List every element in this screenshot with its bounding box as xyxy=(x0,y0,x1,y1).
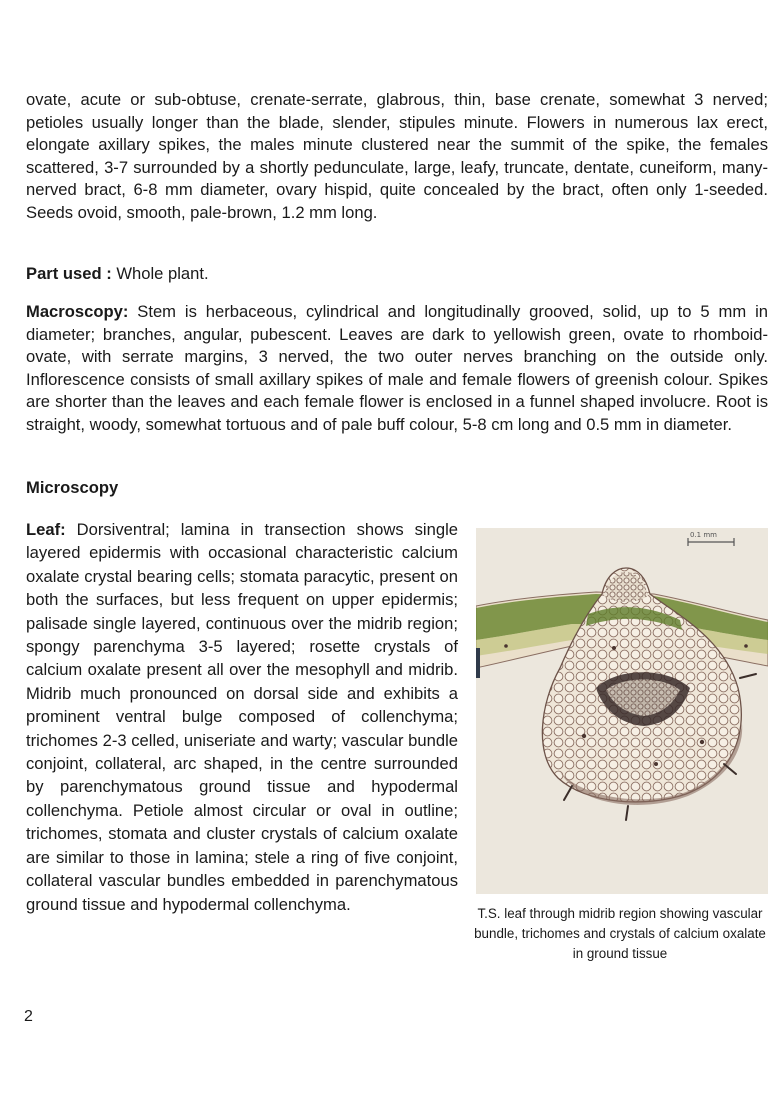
scale-bar-label: 0.1 mm xyxy=(690,531,717,539)
part-used-text: Whole plant. xyxy=(111,264,209,283)
page-number: 2 xyxy=(24,1008,33,1025)
leaf-text: Dorsiventral; lamina in transection shows single layered epidermis with occasional characteristic calcium oxalate crystal bearing cells; stomata paracytic, present on both the surfaces, but less frequent on upper epidermis; palisade single layered, continuous over the midrib region; spongy parenchyma 3-5 layered; rosette crystals of calcium oxalate present all over the mesophyll and midrib. Midrib much pronounced on dorsal side and exhibits a prominent ventral bulge composed of collenchyma; trichomes 2-3 celled, uniseriate and warty; vascular bundle conjoint, collateral, arc shaped, in the centre surrounded by parenchymatous ground tissue and hypodermal collenchyma. Petiole almost circular or oval in outline; trichomes, stomata and cluster crystals of calcium oxalate are similar to those in lamina; stele a ring of five conjoint, collateral vascular bundles embedded in parenchymatous ground tissue and hypodermal collenchyma. xyxy=(26,520,458,914)
macroscopy-label: Macroscopy: xyxy=(26,302,129,321)
figure-caption: T.S. leaf through midrib region showing vascular bundle, trichomes and crystals of calcium oxalate in ground tissue xyxy=(474,906,766,961)
part-used-label: Part used : xyxy=(26,264,112,283)
leaf-section-micrograph xyxy=(476,528,768,894)
microscopy-heading: Microscopy xyxy=(26,478,119,497)
macroscopy-text: Stem is herbaceous, cylindrical and longitudinally grooved, solid, up to 5 mm in diameter; branches, angular, pubescent. Leaves are dark to yellowish green, ovate to rhomboid-ovate, with serrate margins, 3 nerved, the two outer nerves branching on the outside only. Inflorescence consists of small axillary spikes of male and female flowers of greenish colour. Spikes are shorter than the leaves and each female flower is enclosed in a funnel shaped involucre. Root is straight, woody, somewhat tortuous and of pale buff colour, 5-8 cm long and 0.5 mm in diameter. xyxy=(26,302,768,434)
leaf-label: Leaf: xyxy=(26,520,66,539)
part-used-paragraph xyxy=(26,263,768,286)
description-paragraph: ovate, acute or sub-obtuse, crenate-serrate, glabrous, thin, base crenate, somewhat 3 nerved; petioles usually longer than the blade, slender, stipules minute. Flowers in numerous lax erect, elongate axillary spikes, the males minute clustered near the summit of the spike, the females scattered, 3-7 surrounded by a shortly pedunculate, large, leafy, truncate, dentate, cuneiform, many-nerved bract, 6-8 mm diameter, ovary hispid, quite concealed by the bract, often only 1-seeded. Seeds ovoid, smooth, pale-brown, 1.2 mm long. xyxy=(26,90,768,222)
edge-artifact xyxy=(476,648,480,678)
leaf-paragraph xyxy=(26,518,458,916)
macroscopy-paragraph xyxy=(26,301,768,436)
